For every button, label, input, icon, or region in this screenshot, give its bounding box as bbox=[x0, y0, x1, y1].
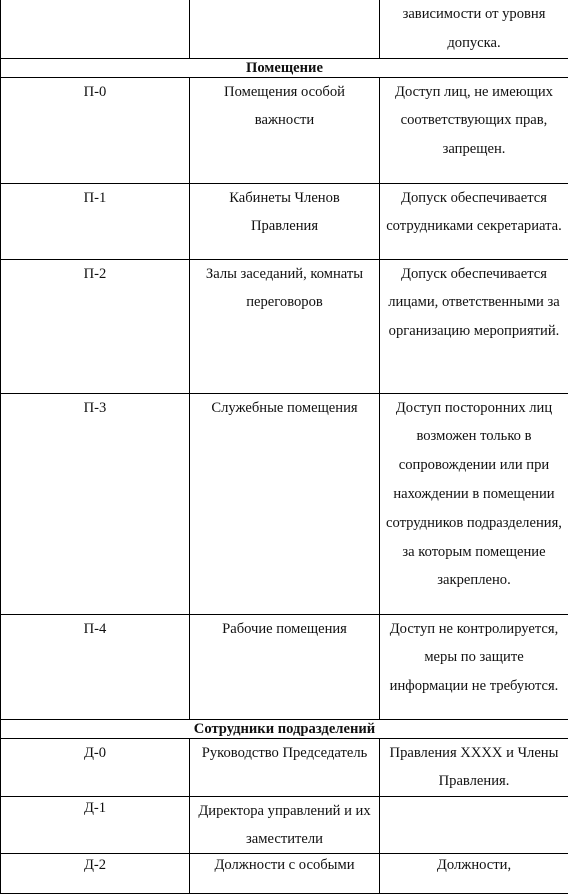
access-cell: Доступ лиц, не имеющих соответствующих прав, запрещен. bbox=[380, 77, 568, 183]
name-cell bbox=[190, 0, 380, 58]
access-cell: Допуск обеспечивается лицами, ответственными за организацию мероприятий. bbox=[380, 259, 568, 393]
code-cell: Д-2 bbox=[1, 854, 190, 894]
code-cell: П-4 bbox=[1, 614, 190, 719]
name-cell: Должности с особыми bbox=[190, 854, 380, 894]
code-cell: Д-1 bbox=[1, 797, 190, 854]
table-row bbox=[1, 393, 568, 614]
table-row bbox=[1, 797, 568, 854]
access-cell bbox=[380, 797, 568, 854]
section-title: Помещение bbox=[1, 58, 568, 77]
table-row bbox=[1, 259, 568, 393]
name-cell: Кабинеты Членов Правления bbox=[190, 183, 380, 259]
table-row bbox=[1, 183, 568, 259]
code-cell: П-2 bbox=[1, 259, 190, 393]
name-cell: Служебные помещения bbox=[190, 393, 380, 614]
code-cell: П-3 bbox=[1, 393, 190, 614]
name-cell: Рабочие помещения bbox=[190, 614, 380, 719]
access-cell: Допуск обеспечивается сотрудниками секретариата. bbox=[380, 183, 568, 259]
table-row bbox=[1, 0, 568, 58]
name-cell: Директора управлений и их заместители bbox=[190, 797, 380, 854]
access-cell: Доступ посторонних лиц возможен только в сопровождении или при нахождении в помещении сотрудников подразделения, за которым помещение закреплено. bbox=[380, 393, 568, 614]
table-row bbox=[1, 77, 568, 183]
table-row bbox=[1, 614, 568, 719]
code-cell: П-1 bbox=[1, 183, 190, 259]
table-row bbox=[1, 738, 568, 797]
code-cell: П-0 bbox=[1, 77, 190, 183]
section-header-employees bbox=[1, 719, 568, 738]
section-title: Сотрудники подразделений bbox=[1, 719, 568, 738]
code-cell bbox=[1, 0, 190, 58]
access-cell: Должности, bbox=[380, 854, 568, 894]
section-header-premises bbox=[1, 58, 568, 77]
name-cell: Помещения особой важности bbox=[190, 77, 380, 183]
code-cell: Д-0 bbox=[1, 738, 190, 797]
table-row bbox=[1, 854, 568, 894]
access-cell: Доступ не контролируется, меры по защите информации не требуются. bbox=[380, 614, 568, 719]
access-cell: зависимости от уровня допуска. bbox=[380, 0, 568, 58]
name-cell: Залы заседаний, комнаты переговоров bbox=[190, 259, 380, 393]
name-cell: Руководство Председатель bbox=[190, 738, 380, 797]
access-cell: Правления XXXX и Члены Правления. bbox=[380, 738, 568, 797]
